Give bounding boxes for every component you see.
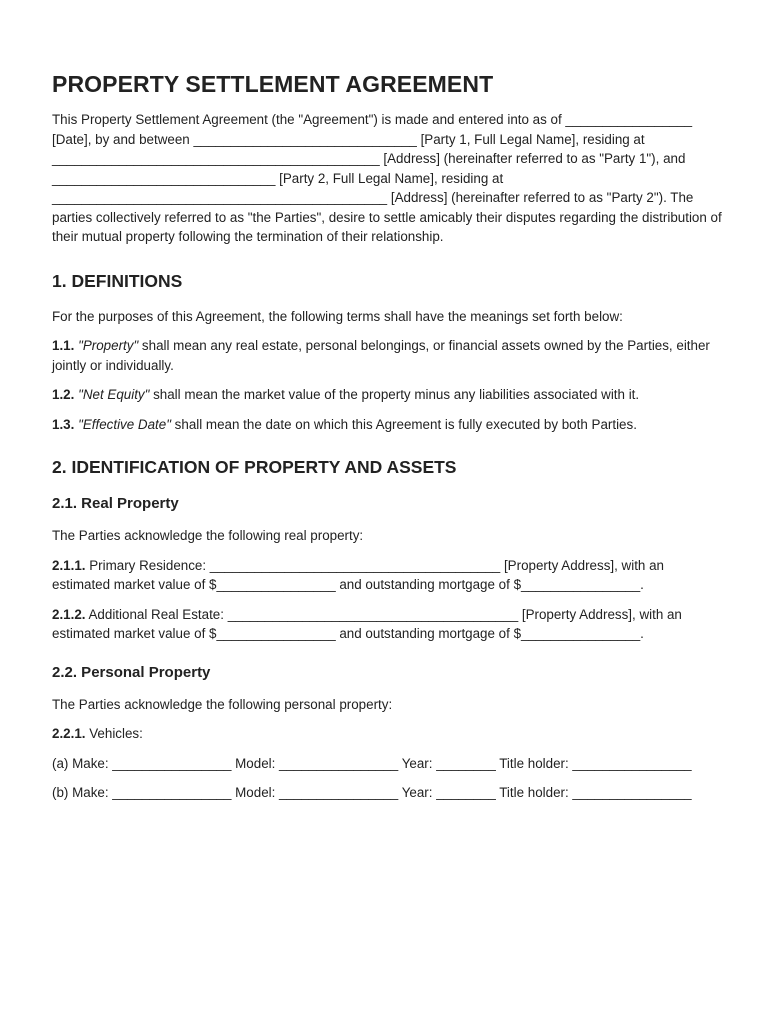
definition-item [52,385,724,405]
section-2-heading: 2. IDENTIFICATION OF PROPERTY AND ASSETS [52,457,457,477]
definition-number: 1.3. [52,416,75,432]
definitions-lead: For the purposes of this Agreement, the following terms shall have the meanings set forth below: [52,308,623,324]
definition-term: "Effective Date" [78,416,171,432]
definition-item [52,336,724,375]
document-content [52,68,724,813]
vehicles-item [52,724,724,744]
item-number: 2.1.1. [52,557,86,573]
section-1-heading: 1. DEFINITIONS [52,270,183,291]
definition-text: shall mean the date on which this Agreement is fully executed by both Parties. [170,416,637,432]
personal-property-heading: 2.2. Personal Property [52,663,211,681]
item-text: Additional Real Estate: _______________________________________ [Property Address], with an estimated market value of $________________ and outstanding mortgage of $________________. [52,606,682,641]
vehicle-line: (b) Make: ________________ Model: ________________ Year: ________ Title holder: ________________ [52,785,692,800]
definition-number: 1.1. [52,338,75,353]
item-number: 2.1.2. [52,606,86,622]
real-property-item [52,556,724,595]
item-text: Primary Residence: _______________________________________ [Property Address], with an estimated market value of $________________ and outstanding mortgage of $________________. [52,557,664,592]
intro-paragraph: This Property Settlement Agreement (the "Agreement") is made and entered into as of _________________ [Date], by and between ______________________________ [Party 1, Full Legal Name], residing at ____________________________________________ [Address] (hereinafter referred to as "Party 1"), and ______________________________ [Party 2, Full Legal Name], residing at _____________________________________________ [Address] (hereinafter referred to as "Party 2"). The parties collectively referred to as "the Parties", desire to settle amicably their disputes regarding the distribution of their mutual property following the termination of their relationship. [52,112,722,244]
definition-item [52,415,724,435]
definition-number: 1.2. [52,387,75,402]
item-text: Vehicles: [85,726,143,741]
definition-term: "Property" [78,338,139,353]
real-property-lead: The Parties acknowledge the following real property: [52,528,364,543]
definition-term: "Net Equity" [78,387,150,402]
real-property-item [52,605,724,644]
definition-text: shall mean any real estate, personal belongings, or financial assets owned by the Parties, either jointly or individually. [52,338,710,373]
real-property-heading: 2.1. Real Property [52,495,179,512]
item-number: 2.2.1. [52,726,86,741]
document-title: PROPERTY SETTLEMENT AGREEMENT [52,71,494,97]
definition-text: shall mean the market value of the property minus any liabilities associated with it. [149,387,640,402]
vehicle-line: (a) Make: ________________ Model: ________________ Year: ________ Title holder: ________________ [52,755,692,771]
personal-property-lead: The Parties acknowledge the following personal property: [52,696,393,712]
